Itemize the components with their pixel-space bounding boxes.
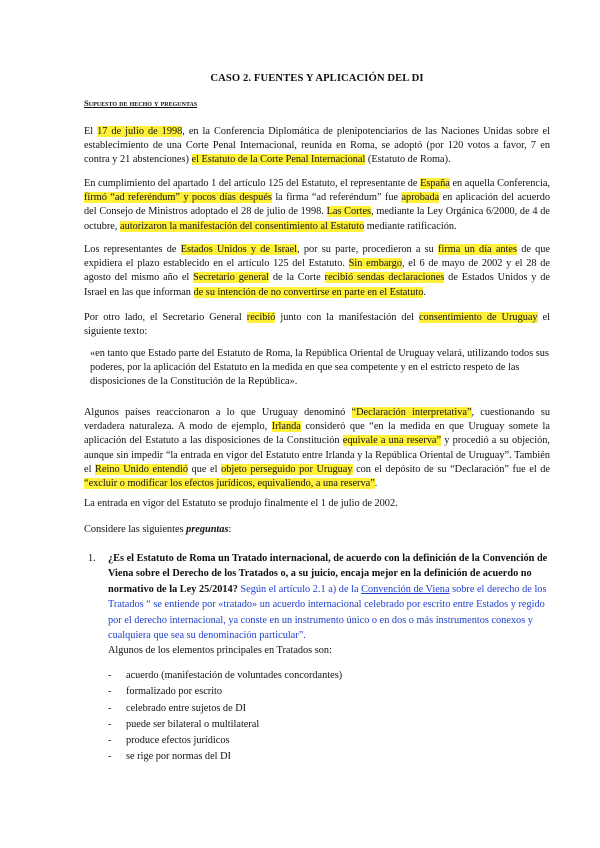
list-item-text: acuerdo (manifestación de voluntades concordantes) xyxy=(126,670,343,681)
text: en aplicación del acuerdo del Consejo de Ministros adoptado el 28 de julio de 1998. xyxy=(84,192,550,218)
text: la firma “ad referéndum” fue xyxy=(271,192,402,204)
paragraph-uruguay xyxy=(84,311,550,339)
text: , por su parte, procedieron a su xyxy=(297,244,439,255)
highlight-declarations: recibió sendas declaraciones xyxy=(324,272,445,284)
highlight-ireland: Irlanda xyxy=(271,421,301,433)
answer-text: sobre el derecho de los Tratados “ se entiende por «tratado» un acuerdo internacional celebrado por escrito entre Estados y regido por el derecho internacional, ya conste en un instrumento único o en dos o más instrumentos conexos y cualquiera que sea su denominación particular”. xyxy=(108,583,547,642)
text: consideró que “en la medida en que Uruguay somete la aplicación del Estatuto a las disposiciones de la Constitución xyxy=(84,421,550,447)
question-text: ¿Es el Estatuto de Roma un Tratado internacional, de acuerdo con la definición de la Convención de Viena sobre el Derecho de los Tratados o, a su juicio, encaja mejor en la definición de acuerdo no normativo de la Ley 25/2014? xyxy=(108,553,548,595)
highlight-however: Sin embargo xyxy=(348,258,402,270)
paragraph-usa-israel xyxy=(84,243,550,300)
list-item-text: puede ser bilateral o multilateral xyxy=(126,718,260,730)
text: que el xyxy=(188,463,222,475)
questions-word: preguntas xyxy=(186,524,229,535)
text: . xyxy=(374,478,378,490)
highlight-statute: el Estatuto de la Corte Penal Internacional xyxy=(191,154,366,166)
highlight-intention: de su intención de no convertirse en parte en el Estatuto xyxy=(193,286,424,298)
highlight-object: objeto perseguido por Uruguay xyxy=(221,463,353,475)
highlight-received: recibió xyxy=(246,312,276,323)
text: Algunos países reaccionaron a lo que Uruguay denominó xyxy=(84,407,352,418)
highlight-signed: firmó “ad referéndum” y pocos días después xyxy=(84,192,272,204)
question-body xyxy=(108,551,550,659)
block-quote: «en tanto que Estado parte del Estatuto de Roma, la República Oriental de Uruguay velará, utilizando todos sus poderes, por la aplicación del Estatuto en la medida en que sea competente y en el estricto respeto de las disposiciones de la Constitución de la República». xyxy=(90,348,549,388)
highlight-reservation: equivale a una reserva” xyxy=(342,435,442,447)
text: Por otro lado, el Secretario General xyxy=(84,312,247,323)
text: mediante ratificación. xyxy=(364,220,457,232)
list-item-text: celebrado entre sujetos de DI xyxy=(126,702,247,714)
answer-text: Según el artículo 2.1 a) de la xyxy=(237,583,362,595)
paragraph-roma-statute xyxy=(84,125,550,168)
text: junto con la manifestación del xyxy=(275,312,419,323)
question-number: 1. xyxy=(88,553,96,564)
paragraph-spain xyxy=(84,177,550,234)
text: En cumplimiento del apartado 1 del artículo 125 del Estatuto, el representante de xyxy=(84,178,421,189)
paragraph-questions-intro xyxy=(84,523,550,537)
list-item-text: se rige por normas del DI xyxy=(126,751,231,763)
text: , el 6 de mayo de 2002 y el 28 de agosto del mismo año el xyxy=(84,258,550,284)
list-item-text: produce efectos jurídicos xyxy=(126,735,230,747)
paragraph-entry-into-force: La entrada en vigor del Estatuto se produjo finalmente el 1 de julio de 2002. xyxy=(84,498,398,509)
highlight-uruguay-consent: consentimiento de Uruguay xyxy=(418,312,538,323)
highlight-approved: aprobada xyxy=(401,192,440,204)
paragraph-reactions xyxy=(84,406,550,491)
text: . xyxy=(423,286,426,298)
elements-list xyxy=(108,668,342,766)
highlight-consent: autorizaron la manifestación del consentimiento al Estatuto xyxy=(120,220,365,232)
list-item: - puede ser bilateral o multilateral xyxy=(108,718,260,730)
section-subtitle: Supuesto de hecho y preguntas xyxy=(84,98,198,108)
document-title: CASO 2. FUENTES Y APLICACIÓN DEL DI xyxy=(210,73,424,84)
highlight-signature: firma un día antes xyxy=(438,244,517,255)
highlight-spain: España xyxy=(420,178,450,189)
highlight-usa-israel: Estados Unidos y de Israel xyxy=(180,244,298,255)
text: y procedió a su objeción, aunque sin impedir “la entrada en vigor del Estatuto entre Irlanda y la República Oriental de Uruguay”. También el xyxy=(84,435,550,475)
list-item-text: formalizado por escrito xyxy=(126,686,223,698)
list-item: - celebrado entre sujetos de DI xyxy=(108,702,247,714)
highlight-declaration: “Declaración interpretativa” xyxy=(351,407,472,418)
text: Considere las siguientes xyxy=(84,524,187,535)
list-item: - se rige por normas del DI xyxy=(108,751,231,763)
text: de la Corte xyxy=(269,272,325,284)
vienna-convention-link[interactable]: Convención de Viena xyxy=(361,583,450,595)
text: , en la Conferencia Diplomática de plenipotenciarios de las Naciones Unidas sobre el establecimiento de una Corte Penal Internacional, reunida en Roma, se adoptó (por 120 votos a favor, 7 en contra y 21 abstenciones) xyxy=(84,126,550,166)
text: en aquella Conferencia, xyxy=(449,178,550,189)
text: el siguiente texto: xyxy=(84,312,550,338)
text: , cuestionando su verdadera naturaleza. A modo de ejemplo, xyxy=(84,407,551,433)
elements-intro: Algunos de los elementos principales en Tratados son: xyxy=(108,645,332,657)
highlight-uk: Reino Unido entendió xyxy=(95,463,188,475)
text: de Estados Unidos y de Israel en las que informan xyxy=(84,272,550,298)
text: de que expidiera el plazo establecido en el artículo 125 del Estatuto. xyxy=(84,244,551,270)
list-item: - produce efectos jurídicos xyxy=(108,735,230,747)
highlight-secretary: Secretario general xyxy=(193,272,270,284)
text: , mediante la Ley Orgánica 6/2000, de 4 de octubre, xyxy=(84,206,550,232)
list-item: - formalizado por escrito xyxy=(108,686,223,698)
highlight-date: 17 de julio de 1998 xyxy=(97,126,183,137)
highlight-exclude: “excluir o modificar los efectos jurídicos, equivaliendo, a una reserva” xyxy=(84,478,375,490)
text: con el depósito de su “Declaración” fue el de xyxy=(352,463,550,475)
highlight-cortes: Las Cortes xyxy=(326,206,372,218)
text: El xyxy=(84,126,98,137)
text: (Estatuto de Roma). xyxy=(365,154,451,166)
text: Los representantes de xyxy=(84,244,181,255)
list-item: - acuerdo (manifestación de voluntades concordantes) xyxy=(108,670,343,681)
text: : xyxy=(228,524,232,535)
